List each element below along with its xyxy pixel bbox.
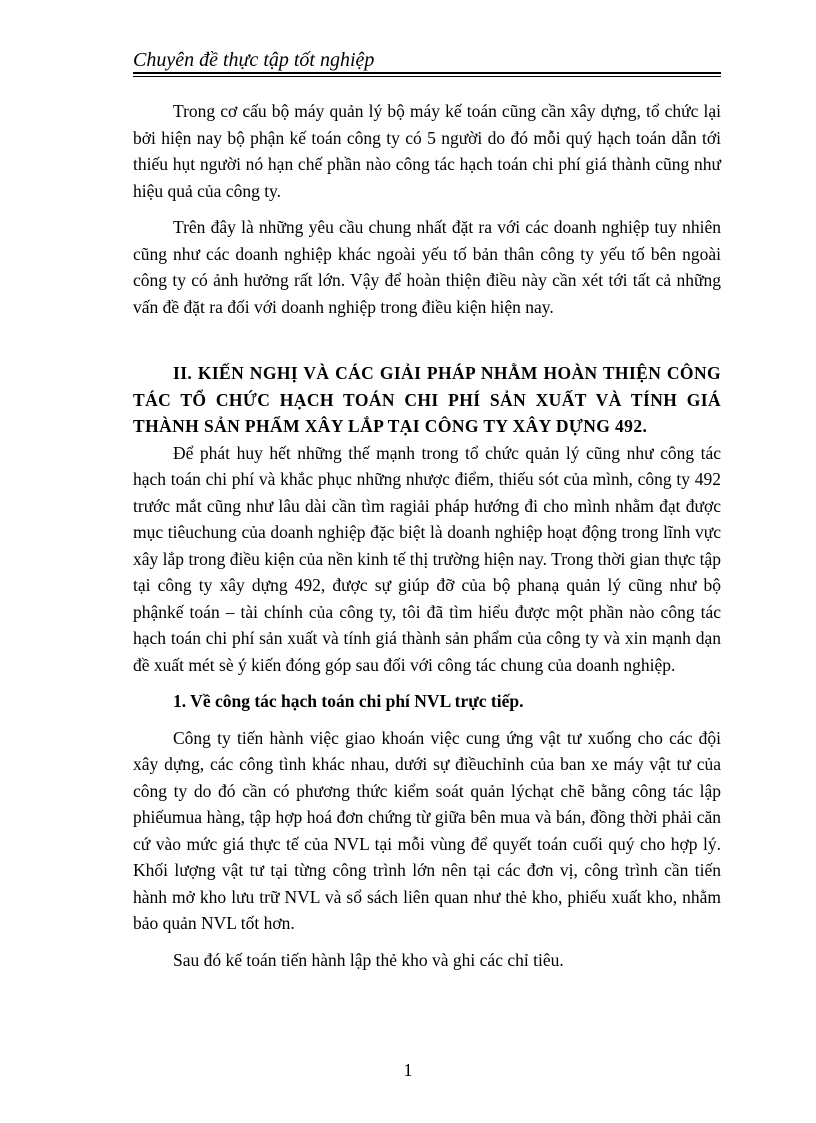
paragraph-recommendations-intro: Để phát huy hết những thế mạnh trong tổ chức quản lý cũng như công tác hạch toán chi phí và khắc phục những nhược điểm, thiếu sót của mình, công ty 492 trước mắt cũng như lâu dài cần tìm ragiải pháp hướng đi cho mình nhằm đạt được mục tiêuchung của doanh nghiệp đặc biệt là doanh nghiệp hoạt động trong lĩnh vực xây lắp trong điều kiện của nền kinh tế thị trường hiện nay. Trong thời gian thực tập tại công ty xây dựng 492, được sự giúp đỡ của bộ phanạ quản lý cũng như bộ phậnkế toán – tài chính của công ty, tôi đã tìm hiểu được một phần nào công tác hạch toán chi phí sản xuất và tính giá thành sản phẩm của công ty và xin mạnh dạn đề xuất mét sè ý kiến đóng góp sau đối với công tác chung của doanh nghiệp.	[133, 442, 721, 675]
header-title: Chuyên đề thực tập tốt nghiệp	[133, 49, 375, 71]
page-number: 1	[403, 1060, 413, 1080]
section-spacer	[133, 320, 721, 360]
document-body	[133, 98, 721, 973]
header-rule-thin	[133, 76, 721, 77]
page-header	[133, 48, 721, 72]
paragraph-bookkeeping-structure: Trong cơ cấu bộ máy quản lý bộ máy kế toán cũng cần xây dựng, tổ chức lại bởi hiện nay bộ phận kế toán công ty có 5 người do đó mỗi quý hạch toán dẫn tới thiếu hụt người nó hạn chế phần nào công tác hạch toán chi phí giá thành cũng như hiệu quả của công ty.	[133, 101, 721, 201]
paragraph-spacer	[133, 937, 721, 947]
header-rule-thick	[133, 72, 721, 74]
section-heading: II. KIẾN NGHỊ VÀ CÁC GIẢI PHÁP NHẰM HOÀN THIỆN CÔNG TÁC TỔ CHỨC HẠCH TOÁN CHI PHÍ SẢN XUẤT VÀ TÍNH GIÁ THÀNH SẢN PHẨM XÂY LẮP TẠI CÔNG TY XÂY DỰNG 492.	[133, 363, 721, 436]
paragraph-stock-card: Sau đó kế toán tiến hành lập thẻ kho và ghi các chỉ tiêu.	[173, 949, 564, 970]
paragraph-spacer	[133, 204, 721, 214]
paragraph-general-requirements: Trên đây là những yêu cầu chung nhất đặt ra với các doanh nghiệp tuy nhiên cũng như các doanh nghiệp khác ngoài yếu tố bản thân công ty yếu tố bên ngoài công ty có ảnh hưởng rất lớn. Vậy để hoàn thiện điều này cần xét tới tất cả những vấn đề đặt ra đối với doanh nghiệp trong điều kiện hiện nay.	[133, 217, 721, 317]
paragraph-spacer	[133, 715, 721, 725]
subsection-heading: 1. Về công tác hạch toán chi phí NVL trực tiếp.	[173, 691, 524, 711]
paragraph-material-cost: Công ty tiến hành việc giao khoán việc cung ứng vật tư xuống cho các đội xây dựng, các công tình khác nhau, dưới sự điềuchỉnh của ban xe máy vật tư của công ty do đó cần có phương thức kiểm soát quản lýchạt chẽ bằng công tác lập phiếumua hàng, tập hợp hoá đơn chứng từ giữa bên mua và bán, đồng thời phải căn cứ vào mức giá thực tế của NVL tại mỗi vùng để quyết toán cuối quý cho hợp lý. Khối lượng vật tư tại từng công trình lớn nên tại các đơn vị, công trình cần tiến hành mở kho lưu trữ NVL và sổ sách liên quan như thẻ kho, phiếu xuất kho, nhằm bảo quản NVL tốt hơn.	[133, 727, 721, 933]
paragraph-spacer	[133, 678, 721, 688]
